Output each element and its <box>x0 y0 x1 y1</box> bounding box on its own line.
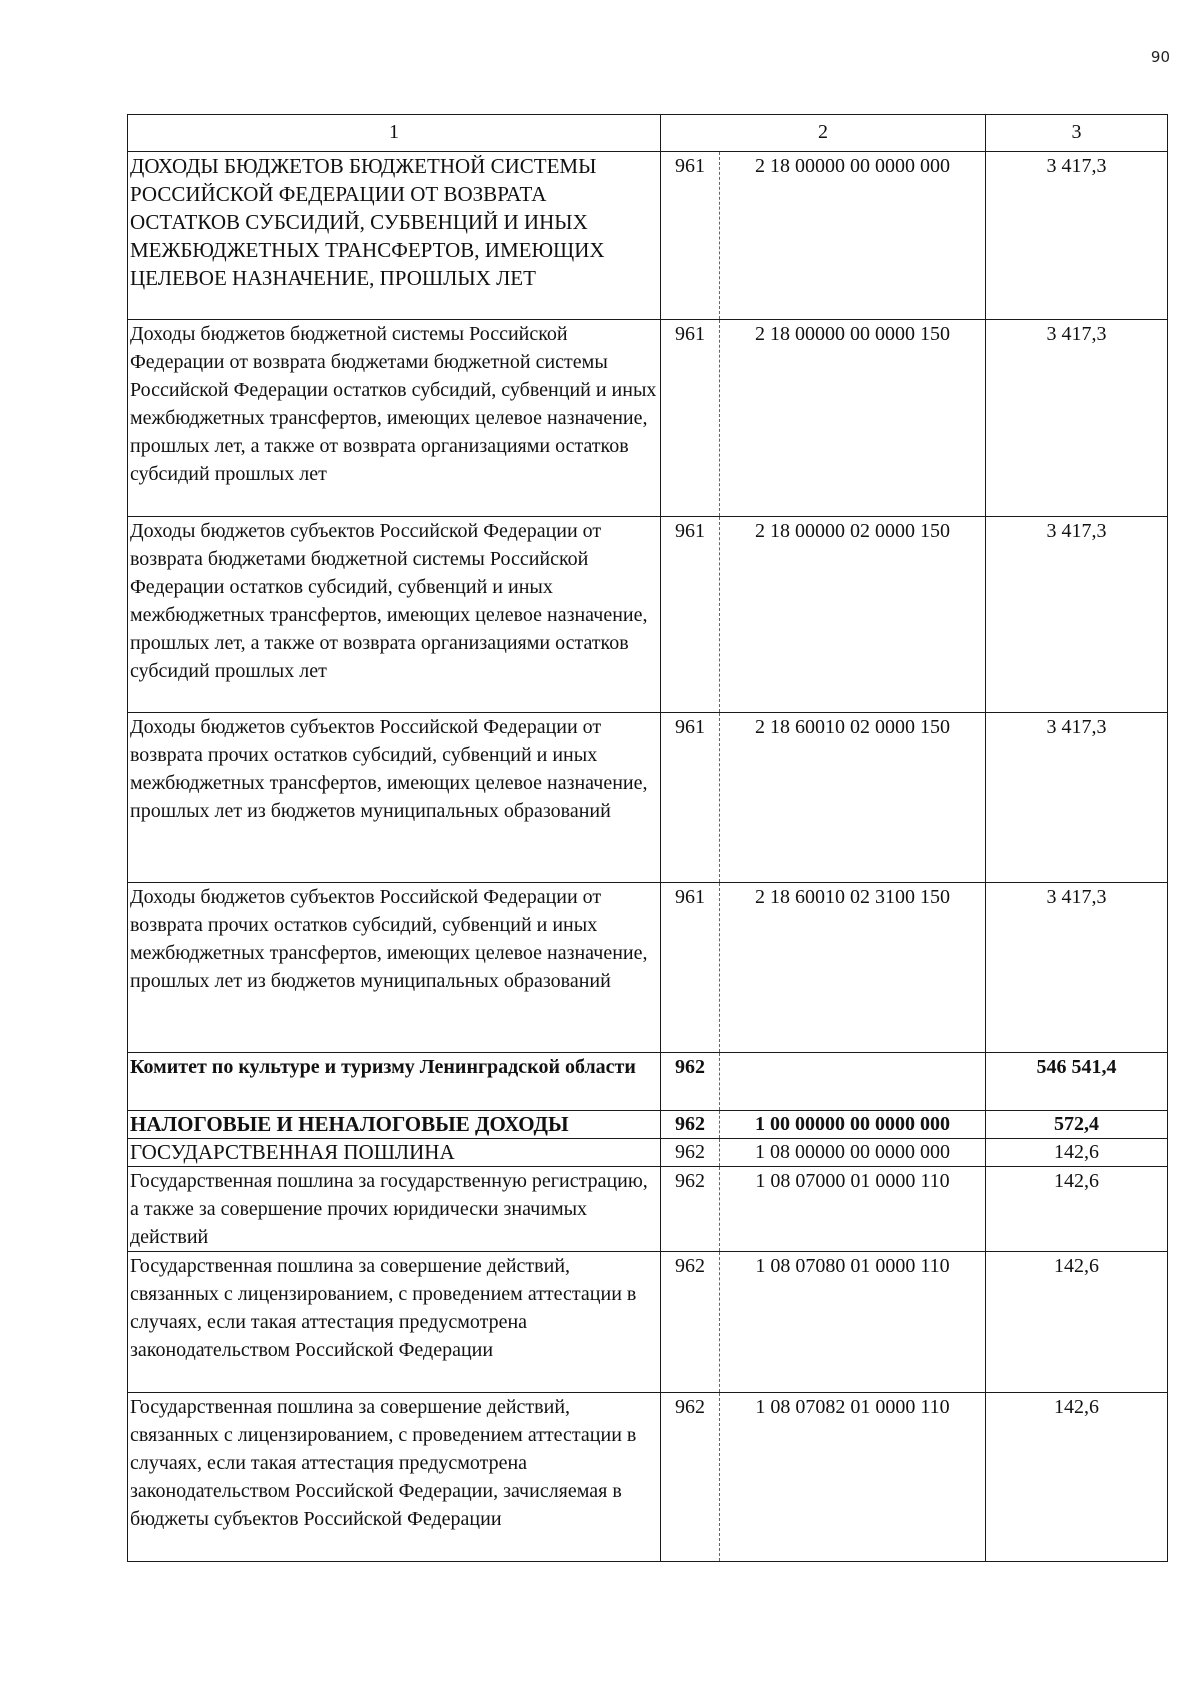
row-name: ДОХОДЫ БЮДЖЕТОВ БЮДЖЕТНОЙ СИСТЕМЫ РОССИЙСКОЙ ФЕДЕРАЦИИ ОТ ВОЗВРАТА ОСТАТКОВ СУБСИДИЙ, СУБВЕНЦИЙ И ИНЫХ МЕЖБЮДЖЕТНЫХ ТРАНСФЕРТОВ, ИМЕЮЩИХ ЦЕЛЕВОЕ НАЗНАЧЕНИЕ, ПРОШЛЫХ ЛЕТ <box>128 152 661 320</box>
row-amount: 142,6 <box>986 1167 1168 1252</box>
row-amount: 546 541,4 <box>986 1053 1168 1111</box>
table-header-row <box>128 115 1168 152</box>
table-row <box>128 517 1168 713</box>
column-header-2: 2 <box>661 115 986 152</box>
row-admin-code: 961 <box>661 713 720 883</box>
row-admin-code: 962 <box>661 1139 720 1167</box>
row-amount: 3 417,3 <box>986 517 1168 713</box>
row-admin-code: 962 <box>661 1053 720 1111</box>
row-admin-code: 961 <box>661 320 720 517</box>
row-budget-code: 2 18 00000 00 0000 000 <box>720 152 986 320</box>
row-budget-code: 1 08 00000 00 0000 000 <box>720 1139 986 1167</box>
table-row <box>128 1393 1168 1562</box>
row-budget-code: 1 08 07082 01 0000 110 <box>720 1393 986 1562</box>
row-name: Государственная пошлина за совершение действий, связанных с лицензированием, с проведением аттестации в случаях, если такая аттестация предусмотрена законодательством Российской Федерации, зачисляемая в бюджеты субъектов Российской Федерации <box>128 1393 661 1562</box>
row-budget-code <box>720 1053 986 1111</box>
table-row <box>128 1252 1168 1393</box>
table-row <box>128 713 1168 883</box>
table-row <box>128 320 1168 517</box>
row-admin-code: 962 <box>661 1167 720 1252</box>
row-name: Доходы бюджетов субъектов Российской Федерации от возврата бюджетами бюджетной системы Российской Федерации остатков субсидий, субвенций и иных межбюджетных трансфертов, имеющих целевое назначение, прошлых лет, а также от возврата организациями остатков субсидий прошлых лет <box>128 517 661 713</box>
row-budget-code: 2 18 00000 02 0000 150 <box>720 517 986 713</box>
table-row <box>128 152 1168 320</box>
table-row <box>128 1053 1168 1111</box>
column-header-1: 1 <box>128 115 661 152</box>
row-name: Доходы бюджетов субъектов Российской Федерации от возврата прочих остатков субсидий, субвенций и иных межбюджетных трансфертов, имеющих целевое назначение, прошлых лет из бюджетов муниципальных образований <box>128 713 661 883</box>
row-admin-code: 961 <box>661 517 720 713</box>
revenue-table <box>127 114 1168 1562</box>
row-amount: 572,4 <box>986 1111 1168 1139</box>
table-row <box>128 1167 1168 1252</box>
column-header-3: 3 <box>986 115 1168 152</box>
row-name: ГОСУДАРСТВЕННАЯ ПОШЛИНА <box>128 1139 661 1167</box>
row-amount: 3 417,3 <box>986 152 1168 320</box>
row-name: Доходы бюджетов бюджетной системы Российской Федерации от возврата бюджетами бюджетной системы Российской Федерации остатков субсидий, субвенций и иных межбюджетных трансфертов, имеющих целевое назначение, прошлых лет, а также от возврата организациями остатков субсидий прошлых лет <box>128 320 661 517</box>
row-admin-code: 961 <box>661 883 720 1053</box>
table-row <box>128 1139 1168 1167</box>
table-row <box>128 1111 1168 1139</box>
table-row <box>128 883 1168 1053</box>
row-name: Доходы бюджетов субъектов Российской Федерации от возврата прочих остатков субсидий, субвенций и иных межбюджетных трансфертов, имеющих целевое назначение, прошлых лет из бюджетов муниципальных образований <box>128 883 661 1053</box>
row-admin-code: 961 <box>661 152 720 320</box>
row-amount: 142,6 <box>986 1252 1168 1393</box>
row-amount: 3 417,3 <box>986 320 1168 517</box>
row-budget-code: 2 18 00000 00 0000 150 <box>720 320 986 517</box>
row-budget-code: 1 08 07000 01 0000 110 <box>720 1167 986 1252</box>
row-budget-code: 2 18 60010 02 3100 150 <box>720 883 986 1053</box>
row-admin-code: 962 <box>661 1111 720 1139</box>
row-budget-code: 1 08 07080 01 0000 110 <box>720 1252 986 1393</box>
row-admin-code: 962 <box>661 1393 720 1562</box>
row-name: Государственная пошлина за государственную регистрацию, а также за совершение прочих юридически значимых действий <box>128 1167 661 1252</box>
page-number: 90 <box>1150 48 1170 66</box>
row-name: Государственная пошлина за совершение действий, связанных с лицензированием, с проведением аттестации в случаях, если такая аттестация предусмотрена законодательством Российской Федерации <box>128 1252 661 1393</box>
row-amount: 142,6 <box>986 1139 1168 1167</box>
row-name: НАЛОГОВЫЕ И НЕНАЛОГОВЫЕ ДОХОДЫ <box>128 1111 661 1139</box>
row-admin-code: 962 <box>661 1252 720 1393</box>
row-amount: 3 417,3 <box>986 883 1168 1053</box>
row-amount: 142,6 <box>986 1393 1168 1562</box>
row-budget-code: 2 18 60010 02 0000 150 <box>720 713 986 883</box>
row-name: Комитет по культуре и туризму Ленинградской области <box>128 1053 661 1111</box>
row-amount: 3 417,3 <box>986 713 1168 883</box>
row-budget-code: 1 00 00000 00 0000 000 <box>720 1111 986 1139</box>
